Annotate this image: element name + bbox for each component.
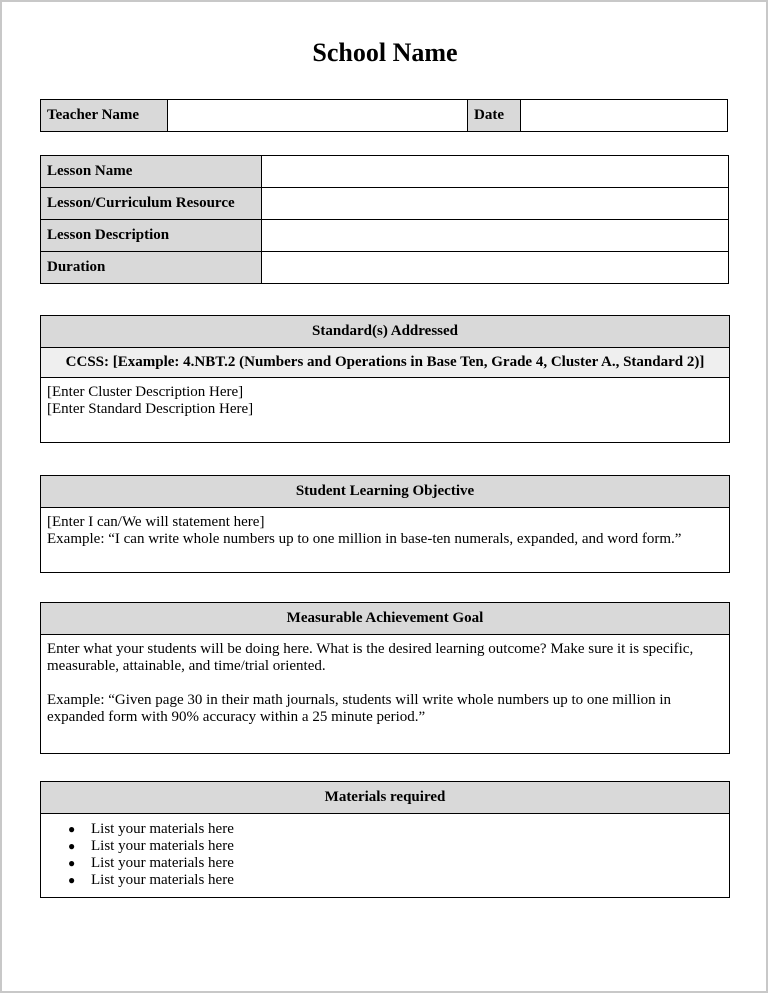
- duration-label: Duration: [41, 252, 262, 284]
- list-item: ● List your materials here: [91, 838, 723, 855]
- goal-section: [40, 602, 730, 754]
- objective-body[interactable]: [41, 508, 730, 573]
- lesson-resource-field[interactable]: [262, 188, 729, 220]
- goal-body[interactable]: [41, 635, 730, 754]
- duration-field[interactable]: [262, 252, 729, 284]
- cluster-description: [Enter Cluster Description Here]: [47, 384, 244, 400]
- date-field[interactable]: [521, 100, 728, 132]
- materials-section: [40, 781, 730, 898]
- lesson-resource-label: Lesson/Curriculum Resource: [41, 188, 262, 220]
- objective-example: Example: “I can write whole numbers up to one million in base-ten numerals, expanded, and word form.”: [47, 531, 682, 547]
- list-item: ● List your materials here: [91, 855, 723, 872]
- lesson-description-field[interactable]: [262, 220, 729, 252]
- standard-description: [Enter Standard Description Here]: [47, 401, 254, 417]
- goal-paragraph-1: Enter what your students will be doing here. What is the desired learning outcome? Make sure it is specific, measurable, attainable, and time/trial oriented.: [47, 641, 694, 674]
- standards-body[interactable]: [41, 378, 730, 443]
- standards-section: [40, 315, 730, 443]
- goal-paragraph-2: Example: “Given page 30 in their math journals, students will write whole numbers up to one million in expanded form with 90% accuracy within a 25 minute period.”: [47, 692, 672, 725]
- goal-heading: Measurable Achievement Goal: [41, 603, 730, 635]
- lesson-info-table: [40, 155, 729, 284]
- paragraph-gap: [47, 675, 723, 692]
- standards-heading: Standard(s) Addressed: [41, 316, 730, 348]
- objective-heading: Student Learning Objective: [41, 476, 730, 508]
- teacher-name-label: Teacher Name: [41, 100, 168, 132]
- objective-section: [40, 475, 730, 573]
- lesson-description-label: Lesson Description: [41, 220, 262, 252]
- ccss-line: CCSS: [Example: 4.NBT.2 (Numbers and Operations in Base Ten, Grade 4, Cluster A., Standard 2)]: [41, 348, 730, 378]
- teacher-name-field[interactable]: [168, 100, 468, 132]
- materials-list: [47, 821, 723, 889]
- materials-body[interactable]: [41, 814, 730, 898]
- lesson-name-label: Lesson Name: [41, 156, 262, 188]
- list-item: ● List your materials here: [91, 821, 723, 838]
- list-item: ● List your materials here: [91, 872, 723, 889]
- page-title: School Name: [312, 38, 458, 67]
- materials-heading: Materials required: [41, 782, 730, 814]
- teacher-date-table: [40, 99, 728, 132]
- objective-statement: [Enter I can/We will statement here]: [47, 514, 265, 530]
- lesson-name-field[interactable]: [262, 156, 729, 188]
- date-label: Date: [468, 100, 521, 132]
